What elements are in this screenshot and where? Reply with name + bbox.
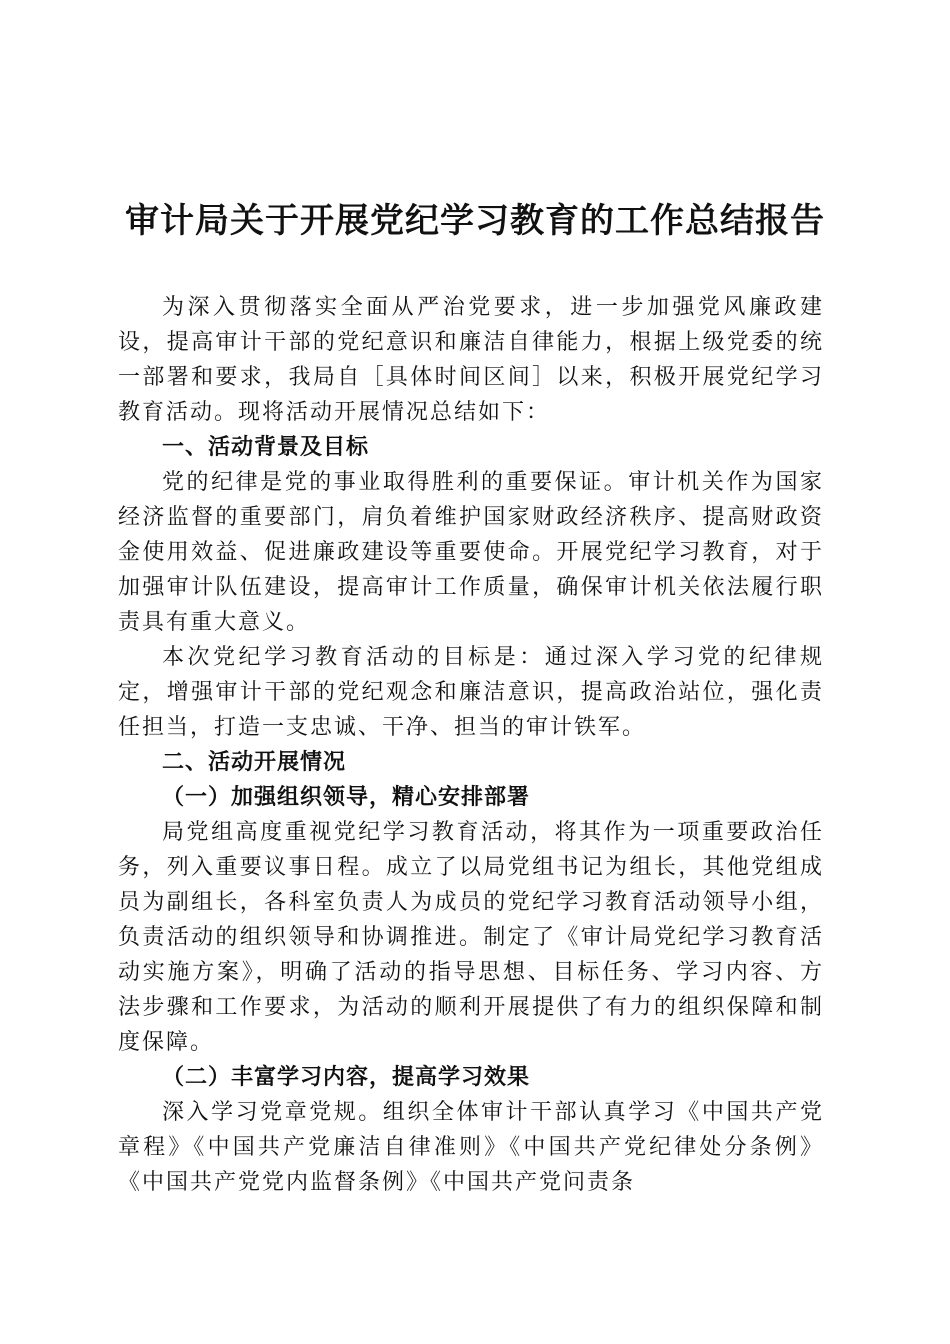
section-heading-background: 一、活动背景及目标 bbox=[162, 435, 370, 460]
background-paragraph: 党的纪律是党的事业取得胜利的重要保证。审计机关作为国家经济监督的重要部门，肩负着维护国家财政经济秩序、提高财政资金使用效益、促进廉政建设等重要使命。开展党纪学习教育，对于加强审计队伍建设，提高审计工作质量，确保审计机关依法履行职责具有重大意义。 bbox=[118, 470, 824, 635]
section-heading-activities: 二、活动开展情况 bbox=[162, 750, 347, 775]
goal-paragraph: 本次党纪学习教育活动的目标是：通过深入学习党的纪律规定，增强审计干部的党纪观念和廉洁意识，提高政治站位，强化责任担当，打造一支忠诚、干净、担当的审计铁军。 bbox=[118, 645, 824, 740]
intro-paragraph: 为深入贯彻落实全面从严治党要求，进一步加强党风廉政建设，提高审计干部的党纪意识和廉洁自律能力，根据上级党委的统一部署和要求，我局自［具体时间区间］以来，积极开展党纪学习教育活动。现将活动开展情况总结如下： bbox=[118, 295, 824, 425]
document-title: 审计局关于开展党纪学习教育的工作总结报告 bbox=[125, 201, 825, 241]
subsection-heading-organization: （一）加强组织领导，精心安排部署 bbox=[162, 784, 531, 810]
subsection-heading-content: （二）丰富学习内容，提高学习效果 bbox=[162, 1064, 531, 1090]
document-body bbox=[118, 290, 824, 1200]
organization-paragraph: 局党组高度重视党纪学习教育活动，将其作为一项重要政治任务，列入重要议事日程。成立了以局党组书记为组长，其他党组成员为副组长，各科室负责人为成员的党纪学习教育活动领导小组，负责活动的组织领导和协调推进。制定了《审计局党纪学习教育活动实施方案》，明确了活动的指导思想、目标任务、学习内容、方法步骤和工作要求，为活动的顺利开展提供了有力的组织保障和制度保障。 bbox=[118, 820, 824, 1055]
content-paragraph: 深入学习党章党规。组织全体审计干部认真学习《中国共产党章程》《中国共产党廉洁自律准则》《中国共产党纪律处分条例》《中国共产党党内监督条例》《中国共产党问责条 bbox=[118, 1100, 824, 1195]
